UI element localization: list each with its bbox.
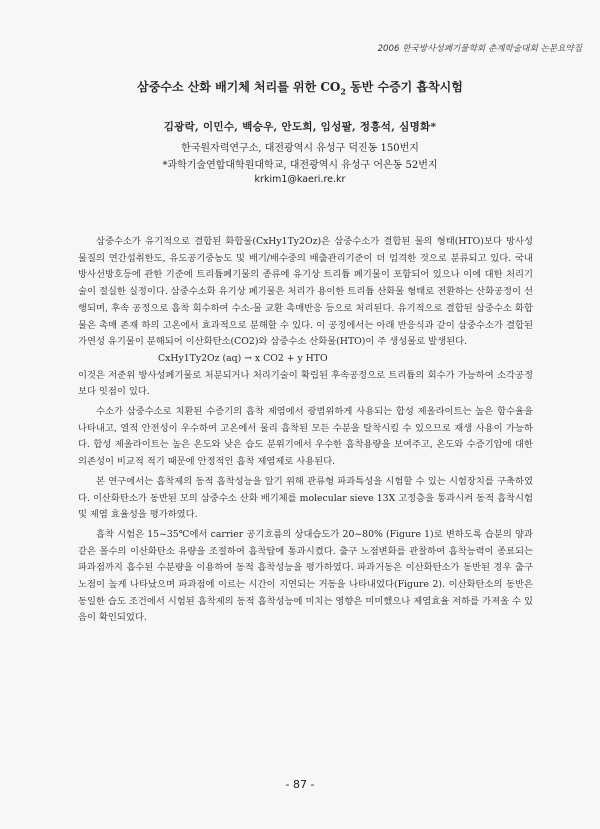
paragraph-intro-rest: )은 삼중수소가 결합된 물의 형태(HTO)보다 방사성 물질의 연간섭취한도, 유도공기중농도 및 배기/배수중의 배출관리기준이 더 엄격한 것으로 분류되고 있다. 국내 방사선방호등에 관한 기준에 트리튬폐기물의 종류에 유기상 트리튬 폐기물이 포함되어 있으나 이에 대한 처리기술이 절실한 실정이다. 삼중수소화 유기상 폐기물은 처리가 용이한 트리튬 산화물 형태로 전환하는 산화공정이 선행되며, 후속 공정으로 흡착 회수하여 수소-물 교환 촉매반응 등으로 처리된다. 유기적으로 결합된 삼중수소 화합물은 촉매 존재 하의 고온에서 효과적으로 분해할 수 있다. 이 공정에서는 아래 반응식과 같이 삼중수소가 결합된 가연성 유기물이 분해되어 이산화탄소(CO2)와 삼중수소 산화물(HTO)이 주 생성물로 발생된다. bbox=[78, 236, 533, 348]
paragraph-advantage: 이것은 저준위 방사성폐기물로 처분되거나 처리기술이 확립된 후속공정으로 트리튬의 회수가 가능하여 소각공정보다 잇점이 있다. bbox=[78, 369, 533, 398]
paragraph-intro-start: 삼중수소가 유기적으로 결합된 화합물( bbox=[96, 236, 256, 247]
paragraph-intro bbox=[78, 234, 533, 351]
affiliation-primary: 한국원자력연구소, 대전광역시 유성구 덕진동 150번지 bbox=[181, 143, 419, 154]
affiliation-secondary: *과학기술연합대학원대학교, 대전광역시 유성구 어은동 52번지 bbox=[162, 160, 438, 171]
reaction-equation: CxHy1Ty2Oz (aq) → x CO2 + y HTO bbox=[158, 352, 328, 364]
inline-formula: CxHy1Ty2Oz bbox=[255, 236, 318, 247]
running-header: 2006 한국방사성폐기물학회 춘계학술대회 논문요약집 bbox=[377, 44, 582, 54]
author-list: 김광락, 이민수, 백승우, 안도희, 임성팔, 정흥석, 심명화* bbox=[163, 121, 437, 133]
abstract-body bbox=[78, 234, 533, 627]
title-suffix: 동반 수증기 흡착시험 bbox=[345, 80, 463, 94]
paragraph-zeolite: 수소가 삼중수소로 치환된 수증기의 흡착 제염에서 광범위하게 사용되는 합성 제올라이트는 높은 함수율을 나타내고, 열적 안전성이 우수하여 고온에서 물리 흡착된 모든 수분을 탈착시킬 수 있으므로 재생 사용이 가능하다. 합성 제올라이트는 높은 온도와 낮은 습도 분위기에서 우수한 흡착용량을 보여주고, 온도와 수증기압에 대한 의존성이 비교적 적기 때문에 안정적인 흡착 제염제로 사용된다. bbox=[78, 406, 533, 468]
paragraph-apparatus: 본 연구에서는 흡착제의 동적 흡착성능을 알기 위해 관류형 파과특성을 시험할 수 있는 시험장치를 구축하였다. 이산화탄소가 동반된 모의 삼중수소 산화 배기체를 molecular sieve 13X 고정층을 통과시켜 동적 흡착시험 및 제염 효율성을 평가하였다. bbox=[78, 475, 533, 521]
title-subscript: 2 bbox=[340, 86, 346, 97]
title-prefix: 삼중수소 산화 배기체 처리를 위한 CO bbox=[137, 80, 341, 94]
paper-title bbox=[0, 78, 600, 96]
paragraph-results: 흡착 시험은 15~35℃에서 carrier 공기흐름의 상대습도가 20~80% (Figure 1)로 변하도록 습분의 양과 같은 몰수의 이산화탄소 유량을 조절하여 흡착탑에 통과시켰다. 출구 노점변화를 관찰하여 흡착능력이 종료되는 파과점까지 흡수된 수분량을 이용하여 동적 흡착성능을 평가하였다. 파과거동은 이산화탄소가 동반된 경우 출구 노점이 높게 나타났으며 파과점에 이르는 시간이 지연되는 거동을 나타내었다(Figure 2). 이산화탄소의 동반은 동일한 습도 조건에서 시험된 흡착제의 동적 흡착성능에 미치는 영향은 미미했으나 제염효율 저하를 가져올 수 있음이 확인되었다. bbox=[78, 528, 533, 624]
page-number: - 87 - bbox=[285, 778, 315, 791]
contact-email: krkim1@kaeri.re.kr bbox=[254, 174, 346, 185]
